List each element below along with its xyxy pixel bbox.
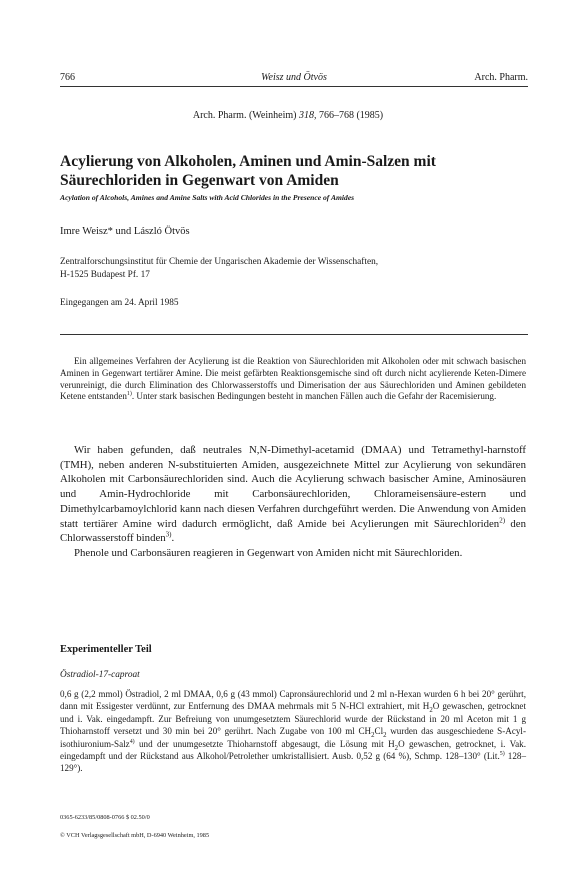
citation-volume: 318,	[298, 110, 317, 121]
subscript: 2	[429, 707, 433, 715]
citation-pages: 766–768 (1985)	[318, 110, 384, 121]
subscript: 2	[383, 732, 387, 740]
abstract-text: Ein allgemeines Verfahren der Acylierung ist die Reaktion von Säurechloriden mit Alkoholen oder mit schwach basischen Aminen in Gegenwart tertiärer Amine. Die meist gefärbten Reaktionsgemische sind oft durch nicht acylierende Keten-Dimere verunreinigt, die durch Elimination des Chlorwasserstoffs und Dimerisation der aus Säurechloriden und Aminen gebildeten Ketene entstanden	[60, 356, 526, 402]
article-subtitle-english: Acylation of Alcohols, Amines and Amine Salts with Acid Chlorides in the Presence of Amides	[60, 193, 355, 202]
affiliation	[60, 256, 530, 282]
procedure-text: Cl	[374, 726, 384, 737]
introduction	[60, 443, 526, 561]
abstract	[60, 356, 526, 403]
reference-marker: 5)	[499, 751, 505, 757]
subscript: 2	[371, 732, 375, 740]
procedure-paragraph	[60, 688, 526, 775]
section-heading: Experimenteller Teil	[60, 644, 152, 655]
procedure-text: wurden das ausgeschiedene S-Acyl-isothiuronium-Salz	[60, 726, 526, 749]
abstract-paragraph	[60, 356, 526, 403]
section-rule	[60, 334, 528, 335]
running-authors: Weisz und Ötvös	[261, 72, 327, 83]
citation-prefix: Arch. Pharm. (Weinheim)	[192, 110, 297, 121]
procedure-text: 0,6 g (2,2 mmol) Östradiol, 2 ml DMAA, 0,6 g (43 mmol) Capronsäurechlorid und 2 ml n-Hexan wurden 6 h bei 20° gerührt, dann mit Essigester verdünnt, zur Entfernung des DMAA mehrmals mit 5 N-HCl extrahiert, mit H	[60, 689, 526, 712]
page-number: 766	[60, 72, 75, 83]
reference-marker: 1)	[126, 391, 132, 398]
affiliation-line-2: H-1525 Budapest Pf. 17	[60, 270, 150, 280]
copyright-notice: © VCH Verlagsgesellschaft mbH, D-6940 Weinheim, 1985	[60, 832, 210, 839]
intro-paragraph-2: Phenole und Carbonsäuren reagieren in Gegenwart von Amiden nicht mit Säurechloriden.	[74, 546, 463, 559]
author-list: Imre Weisz* und László Ötvös	[60, 226, 190, 237]
reference-marker: 4)	[129, 738, 135, 745]
intro-text-b: den Chlorwasserstoff binden	[60, 517, 526, 545]
running-head	[60, 72, 528, 86]
reference-marker: 3)	[165, 530, 172, 539]
experimental-procedure	[60, 688, 526, 775]
affiliation-line-1: Zentralforschungsinstitut für Chemie der Ungarischen Akademie der Wissenschaften,	[60, 257, 379, 267]
running-journal: Arch. Pharm.	[474, 72, 528, 83]
intro-text-a: Wir haben gefunden, daß neutrales N,N-Dimethyl-acetamid (DMAA) und Tetramethyl-harnstoff (TMH), neben anderen N-substituierten Amiden, ausgezeichnete Mittel zur Acylierung von sekundären Alkoholen mit Carbonsäurechloriden sind. Auch die Acylierung schwach basischer Amine, Aminosäuren und Amin-Hydrochloride mit Carbonsäurechloriden, Chlorameisensäure-estern und Dimethylcarbamoylchlorid kann nach diesen Verfahren durchgeführt werden. Die Anwendung von Amiden statt tertiärer Amine wird dadurch ermöglicht, daß Amide bei Acylierungen mit Säurechloriden	[60, 444, 526, 530]
intro-text-c: .	[171, 532, 175, 545]
procedure-text: O gewaschen, getrocknet und i. Vak. eingedampft. Zur Befreiung von unumgesetztem Säurechlorid wurde der Rückstand in 20 ml Aceton mit 1 g Thioharnstoff versetzt und 30 min bei 20° gerührt. Nach Zugabe von 100 ml CH	[60, 701, 526, 737]
journal-citation	[0, 110, 576, 121]
procedure-text: 128–129°).	[60, 751, 526, 774]
compound-heading: Östradiol-17-caproat	[60, 670, 140, 680]
procedure-text: O gewaschen, getrocknet, i. Vak. eingedampft und der Rückstand aus Alkohol/Petrolether umkristallisiert. Ausb. 0,52 g (64 %), Schmp. 128–130° (Lit.	[60, 738, 526, 762]
header-rule	[60, 86, 528, 87]
procedure-text: und der unumgesetzte Thioharnstoff abgesaugt, die Lösung mit H	[134, 738, 395, 749]
subscript: 2	[394, 744, 399, 752]
abstract-text-cont: . Unter stark basischen Bedingungen besteht in manchen Fällen auch die Gefahr der Racemisierung.	[131, 391, 497, 402]
article-code: 0365-6233/85/0808-0766 $ 02.50/0	[60, 814, 150, 821]
intro-paragraph-1	[60, 443, 526, 546]
received-date: Eingegangen am 24. April 1985	[60, 298, 179, 308]
article-title: Acylierung von Alkoholen, Aminen und Amin-Salzen mit Säurechloriden in Gegenwart von Amiden	[60, 153, 436, 189]
reference-marker: 2)	[499, 515, 506, 524]
